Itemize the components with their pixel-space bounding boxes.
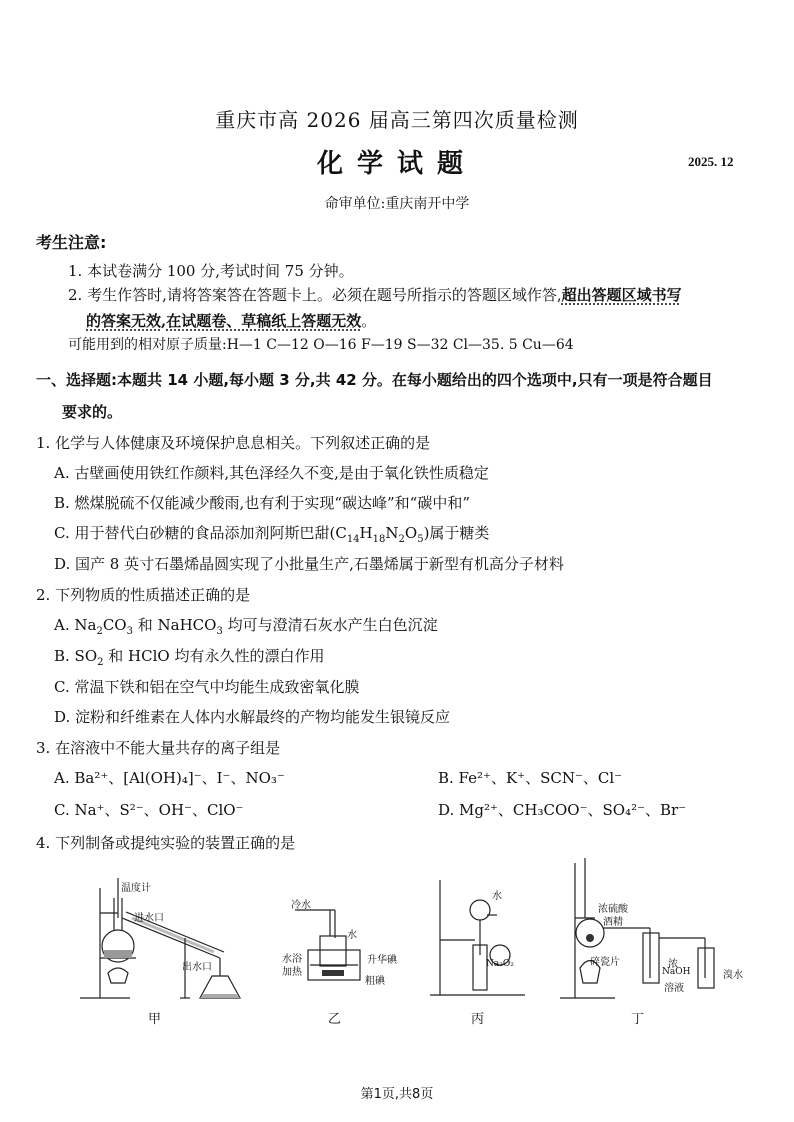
q2-option-a — [54, 614, 438, 637]
q1-stem: 1. 化学与人体健康及环境保护息息相关。下列叙述正确的是 — [36, 434, 431, 452]
yi-bath-label-2: 加热 — [282, 967, 302, 978]
jia-water-out-label: 出水口 — [182, 962, 212, 973]
ding-bromine-label: 溴水 — [723, 970, 743, 981]
q3-option-a: A. Ba²⁺、[Al(OH)₄]⁻、I⁻、NO₃⁻ — [54, 769, 285, 787]
q1-c-text-pre: C. 用于替代白砂糖的食品添加剂阿斯巴甜(C — [54, 524, 347, 542]
jia-water-in-label: 进水口 — [134, 913, 164, 924]
figure-ding-apparatus — [555, 858, 745, 1008]
notice-item-2-emphasis-a: 超出答题区域书写 — [561, 286, 682, 304]
q1-c-sub: 18 — [372, 534, 386, 545]
yi-label: 乙 — [328, 1012, 342, 1027]
q1-option-b: B. 燃煤脱硫不仅能减少酸雨,也有利于实现“碳达峰”和“碳中和” — [54, 494, 471, 512]
section-heading-line2: 要求的。 — [62, 403, 123, 421]
q3-option-b: B. Fe²⁺、K⁺、SCN⁻、Cl⁻ — [438, 769, 623, 787]
q2-a-text: 和 NaHCO — [132, 616, 217, 634]
q2-b-sub: 2 — [97, 657, 104, 668]
figure-bing-apparatus — [425, 875, 535, 1005]
exam-date: 2025. 12 — [688, 154, 734, 169]
q1-c-sub: 2 — [398, 534, 405, 545]
yi-cold-water-label: 冷水 — [291, 900, 311, 911]
bing-reagent-label: Na₂O₂ — [486, 959, 514, 969]
notice-item-2-comma: , — [161, 312, 167, 330]
q2-b-text: B. SO — [54, 647, 98, 665]
q2-option-b — [54, 645, 324, 668]
page-footer: 第1页,共8页 — [360, 1087, 434, 1102]
q2-a-text: A. Na — [54, 616, 97, 634]
notice-item-1: 1. 本试卷满分 100 分,考试时间 75 分钟。 — [68, 262, 354, 280]
atomic-masses: 可能用到的相对原子质量:H—1 C—12 O—16 F—19 S—32 Cl—35. 5 Cu—64 — [68, 337, 574, 353]
bing-label: 丙 — [471, 1012, 485, 1027]
section-heading-line1: 一、选择题:本题共 14 小题,每小题 3 分,共 42 分。在每小题给出的四个选项中,只有一项是符合题目 — [36, 371, 713, 389]
author-unit: 命审单位:重庆南开中学 — [324, 196, 470, 212]
q1-option-d: D. 国产 8 英寸石墨烯晶圆实现了小批量生产,石墨烯属于新型有机高分子材料 — [54, 555, 564, 573]
ding-acid-label-2: 酒精 — [603, 917, 623, 928]
ding-naoh-label-3: 溶液 — [664, 983, 684, 994]
q1-option-c — [54, 522, 489, 545]
ding-naoh-label-1: 浓 — [668, 959, 678, 970]
notice-item-2-line2 — [86, 310, 376, 331]
q2-option-d: D. 淀粉和纤维素在人体内水解最终的产物均能发生银镜反应 — [54, 708, 451, 726]
q1-c-el: H — [359, 524, 373, 542]
q1-option-a: A. 古壁画使用铁红作颜料,其色泽经久不变,是由于氧化铁性质稳定 — [54, 464, 489, 482]
q2-a-text: 均可与澄清石灰水产生白色沉淀 — [222, 616, 438, 634]
q1-c-el: N — [385, 524, 399, 542]
yi-water-label: 水 — [347, 930, 357, 941]
exam-title: 重庆市高 2026 届高三第四次质量检测 — [215, 108, 579, 132]
q3-stem: 3. 在溶液中不能大量共存的离子组是 — [36, 739, 281, 757]
notice-heading: 考生注意: — [36, 233, 107, 252]
q2-b-text: 和 HClO 均有永久性的漂白作用 — [103, 647, 325, 665]
figure-jia-distillation — [70, 858, 250, 1008]
yi-crude-label: 粗碘 — [365, 976, 385, 987]
notice-item-2-period: 。 — [361, 312, 377, 330]
ding-naoh-label-2: NaOH — [662, 967, 691, 977]
subject-title: 化学试题 — [316, 149, 477, 179]
jia-thermometer-label: 温度计 — [121, 883, 151, 894]
bing-water-label: 水 — [492, 891, 502, 902]
jia-label: 甲 — [148, 1012, 162, 1027]
q2-a-sub: 3 — [216, 626, 223, 637]
q2-a-sub: 2 — [96, 626, 103, 637]
q2-stem: 2. 下列物质的性质描述正确的是 — [36, 586, 251, 604]
notice-item-2-text: 2. 考生作答时,请将答案答在答题卡上。必须在题号所指示的答题区域作答, — [68, 286, 562, 304]
q1-c-sub: 14 — [346, 534, 360, 545]
q1-c-el: O — [404, 524, 418, 542]
ding-chips-label: 碎瓷片 — [590, 957, 620, 968]
yi-bath-label-1: 水浴 — [282, 954, 302, 965]
q2-a-sub: 3 — [126, 626, 133, 637]
ding-label: 丁 — [631, 1012, 645, 1027]
notice-item-2-emphasis-c: 在试题卷、草稿纸上答题无效 — [166, 312, 362, 330]
q3-option-c: C. Na⁺、S²⁻、OH⁻、ClO⁻ — [54, 801, 244, 819]
q1-c-text-post: )属于糖类 — [423, 524, 490, 542]
ding-acid-label-1: 浓硫酸 — [598, 904, 628, 915]
q3-option-d: D. Mg²⁺、CH₃COO⁻、SO₄²⁻、Br⁻ — [438, 801, 687, 819]
q1-c-sub: 5 — [417, 534, 424, 545]
q2-option-c: C. 常温下铁和铝在空气中均能生成致密氧化膜 — [54, 678, 360, 696]
q2-a-text: CO — [102, 616, 127, 634]
q4-stem: 4. 下列制备或提纯实验的装置正确的是 — [36, 834, 296, 852]
notice-item-2-line1 — [68, 284, 682, 305]
notice-item-2-emphasis-b: 的答案无效 — [86, 312, 162, 330]
yi-sublimed-label: 升华碘 — [367, 955, 397, 966]
